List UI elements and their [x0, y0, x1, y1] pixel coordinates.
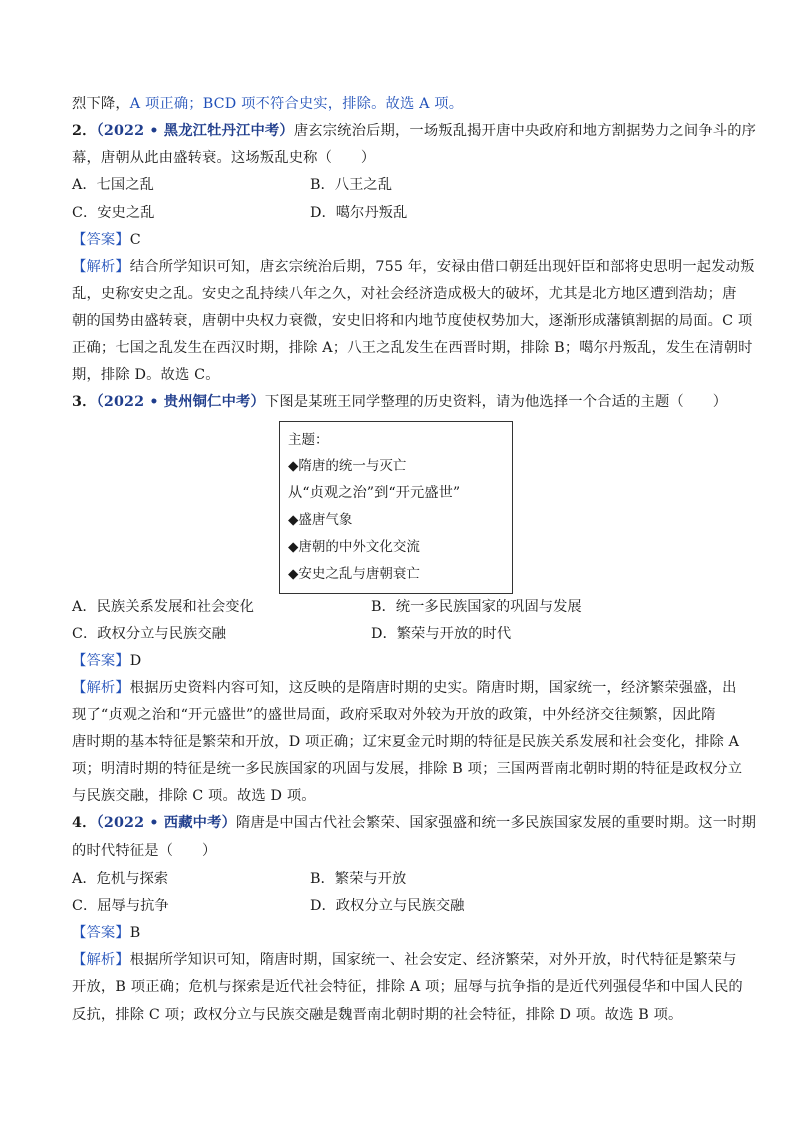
- q4-analysis-line-2: 开放，B 项正确；危机与探索是近代社会特征，排除 A 项；屈辱与抗争指的是近代列强侵华和中国人民的: [72, 979, 743, 995]
- q3-box-title: 主题：: [288, 432, 329, 448]
- q2-answer-value: C: [129, 232, 141, 248]
- q2-analysis-line-1: [72, 257, 755, 277]
- q3-box-item: 从“贞观之治”到“开元盛世”: [288, 485, 461, 501]
- intro-line: [72, 94, 732, 114]
- q2-option-d: D．噶尔丹叛乱: [310, 205, 408, 221]
- q3-option-a: A．民族关系发展和社会变化: [72, 599, 254, 615]
- q3-box-item: ◆唐朝的中外文化交流: [288, 539, 420, 555]
- q3-stem-text-1: 下图是某班王同学整理的历史资料，请为他选择一个合适的主题（ ）: [264, 394, 728, 410]
- q3-box-item: ◆盛唐气象: [288, 512, 353, 528]
- q3-analysis-line-4: 项；明清时期的特征是统一多民族国家的巩固与发展，排除 B 项；三国两晋南北朝时期的特征是政权分立: [72, 761, 743, 777]
- q4-analysis-line-1: [72, 950, 737, 970]
- q2-analysis-line-3: 朝的国势由盛转衰，唐朝中央权力衰微，安史旧将和内地节度使权势加大，逐渐形成藩镇割据的局面。C 项: [72, 313, 753, 329]
- q4-option-a: A．危机与探索: [72, 871, 169, 887]
- q2-source: （2022 • 黑龙江牡丹江中考）: [96, 123, 294, 139]
- q2-stem-line-2: 幕，唐朝从此由盛转衰。这场叛乱史称（ ）: [72, 150, 376, 166]
- q3-analysis-tag: 【解析】: [72, 680, 130, 696]
- q4-analysis-text-1: 根据所学知识可知，隋唐时期，国家统一、社会安定、经济繁荣，对外开放，时代特征是繁荣与: [129, 952, 737, 968]
- q2-number: 2．: [72, 123, 97, 139]
- q3-analysis-line-5: 与民族交融，排除 C 项。故选 D 项。: [72, 788, 316, 804]
- q4-answer-tag: 【答案】: [72, 925, 130, 941]
- q4-option-b: B．繁荣与开放: [310, 871, 407, 887]
- q2-analysis-line-5: 期，排除 D。故选 C。: [72, 367, 220, 383]
- q3-answer-value: D: [129, 653, 142, 669]
- q3-answer-tag: 【答案】: [72, 653, 130, 669]
- q2-analysis-text-1: 结合所学知识可知，唐玄宗统治后期，755 年，安禄由借口朝廷出现奸臣和部将史思明一起发动叛: [129, 259, 755, 275]
- q3-box-item: ◆隋唐的统一与灭亡: [288, 458, 407, 474]
- q3-box-item: ◆安史之乱与唐朝衰亡: [288, 566, 420, 582]
- q4-answer: [72, 923, 732, 943]
- q4-option-d: D．政权分立与民族交融: [310, 898, 465, 914]
- q4-analysis-tag: 【解析】: [72, 952, 130, 968]
- q4-option-c: C．屈辱与抗争: [72, 898, 169, 914]
- q3-option-c: C．政权分立与民族交融: [72, 626, 226, 642]
- q2-answer: [72, 230, 732, 250]
- q2-analysis-line-2: 乱，史称安史之乱。安史之乱持续八年之久，对社会经济造成极大的破坏，尤其是北方地区遭到浩劫；唐: [72, 286, 737, 302]
- q4-number: 4．: [72, 815, 97, 831]
- q2-analysis-tag: 【解析】: [72, 259, 130, 275]
- q2-option-a: A．七国之乱: [72, 177, 154, 193]
- q4-source: （2022 • 西藏中考）: [96, 815, 237, 831]
- q4-stem-text-1: 隋唐是中国古代社会繁荣、国家强盛和统一多民族国家发展的重要时期。这一时期: [236, 815, 757, 831]
- q2-option-b: B．八王之乱: [310, 177, 392, 193]
- q3-answer: [72, 651, 732, 671]
- q3-stem-line-1: [72, 392, 732, 412]
- q3-analysis-line-2: 现了“贞观之治和“开元盛世”的盛世局面，政府采取对外较为开放的政策，中外经济交往频繁，因此隋: [72, 707, 716, 723]
- q4-stem-line-2: 的时代特征是（ ）: [72, 843, 217, 859]
- q3-number: 3．: [72, 394, 97, 410]
- q2-option-c: C．安史之乱: [72, 205, 155, 221]
- q3-option-b: B．统一多民族国家的巩固与发展: [371, 599, 582, 615]
- q2-stem-line-1: [72, 121, 757, 141]
- q2-analysis-line-4: 正确；七国之乱发生在西汉时期，排除 A；八王之乱发生在西晋时期，排除 B；噶尔丹叛乱，发生在清朝时: [72, 340, 753, 356]
- q4-stem-line-1: [72, 813, 757, 833]
- q3-source: （2022 • 贵州铜仁中考）: [96, 394, 265, 410]
- q2-answer-tag: 【答案】: [72, 232, 130, 248]
- q3-material-box: [279, 421, 513, 594]
- q3-analysis-line-3: 唐时期的基本特征是繁荣和开放，D 项正确；辽宋夏金元时期的特征是民族关系发展和社会变化，排除 A: [72, 734, 740, 750]
- q3-analysis-text-1: 根据历史资料内容可知，这反映的是隋唐时期的史实。隋唐时期，国家统一，经济繁荣强盛，出: [129, 680, 737, 696]
- q2-stem-text-1: 唐玄宗统治后期，一场叛乱揭开唐中央政府和地方割据势力之间争斗的序: [293, 123, 757, 139]
- q3-analysis-line-1: [72, 678, 737, 698]
- intro-text-b: A 项正确；BCD 项不符合史实，排除。故选 A 项。: [129, 96, 464, 112]
- q4-answer-value: B: [129, 925, 141, 941]
- q4-analysis-line-3: 反抗，排除 C 项；政权分立与民族交融是魏晋南北朝时期的社会特征，排除 D 项。故选 B 项。: [72, 1007, 683, 1023]
- q3-option-d: D．繁荣与开放的时代: [371, 626, 512, 642]
- intro-text-a: 烈下降，: [72, 96, 130, 112]
